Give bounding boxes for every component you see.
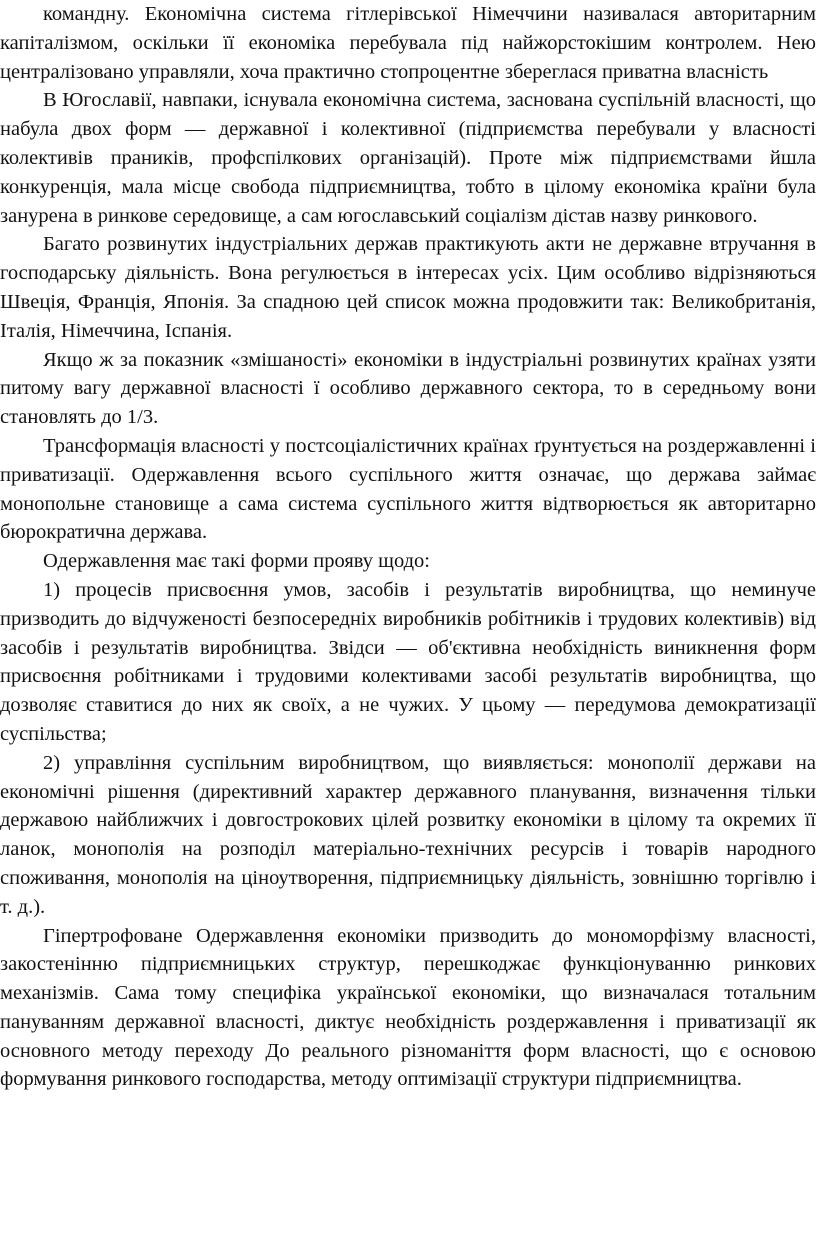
paragraph-hypertrophy: Гіпертрофоване Одержавлення економіки призводить до мономорфізму власності, закостенінню підприємницьких структур, перешкоджає функціонуванню ринкових механізмів. Сама тому специфіка української економіки, що визначалася тотальним пануванням державної власності, диктує необхідність роздержавлення і приватизації як основного методу переходу До реального різноманіття форм власності, що є основою формування ринкового господарства, методу оптимізації структури підприємництва. — [0, 924, 816, 1091]
paragraph-mixed-economy: Якщо ж за показник «змішаності» економіки в індустріальні розвинутих країнах узяти питому вагу державної власності ї особливо державного сектора, то в середньому вони становлять до 1/3. — [0, 348, 816, 429]
paragraph-transformation: Трансформація власності у постсоціалістичних країнах ґрунтується на роздержавленні і приватизації. Одержавлення всього суспільного життя означає, що держава займає монопольне становище а сама система суспільного життя відтворюється як авторитарно бюрократична держава. — [0, 434, 816, 544]
list-item-2: 2) управління суспільним виробництвом, що виявляється: монополії держави на економічні рішення (директивний характер державного планування, визначення тільки державою найближчих і довгострокових цілей розвитку економіки в цілому та окремих її ланок, монополія на розподіл матеріально-технічних ресурсів і товарів народного споживання, монополія на ціноутворення, підприємницьку діяльність, зовнішню торгівлю і т. д.). — [0, 751, 816, 918]
list-item-1: 1) процесів присвоєння умов, засобів і результатів виробництва, що неминуче призводить до відчуженості безпосередніх виробників робітників і трудових колективів) від засобів і результатів виробництва. Звідси — об'єктивна необхідність виникнення форм присвоєння робітниками і трудовими колективами засобі результатів виробництва, що дозволяє ставитися до них як своїх, а не чужих. У цьому — передумова демократизації суспільства; — [0, 578, 816, 745]
paragraph-continuation: командну. Економічна система гітлерівської Німеччини називалася авторитарним капіталізмом, оскільки її економіка перебувала під найжорстокішим контролем. Нею централізовано управляли, хоча практично стопроцентне збереглася приватна власність — [0, 3, 816, 83]
paragraph-developed-states: Багато розвинутих індустріальних держав практикують акти не державне втручання в господарську діяльність. Вона регулюється в інтересах усіх. Цим особливо відрізняються Швеція, Франція, Японія. За спадною цей список можна продовжити так: Великобританія, Італія, Німеччина, Іспанія. — [0, 233, 816, 342]
paragraph-forms-intro: Одержавлення має такі форми прояву щодо: — [43, 550, 430, 573]
paragraph-yugoslavia: В Югославії, навпаки, існувала економічна система, заснована суспільній власності, що набула двох форм — державної і колективної (підприємства перебували у власності колективів праників, профспілкових організацій). Проте між підприємствами йшла конкуренція, мала місце свобода підприємництва, тобто в цілому економіка країни була занурена в ринкове середовище, а сам югославський соціалізм дістав назву ринкового. — [0, 89, 816, 227]
